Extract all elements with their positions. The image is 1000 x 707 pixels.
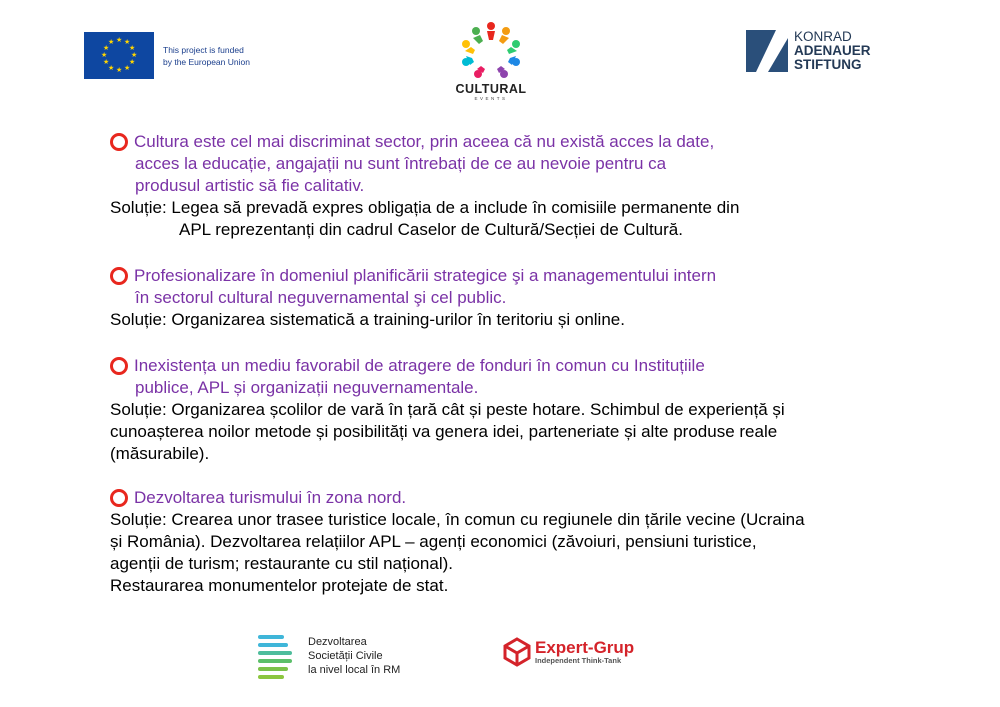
expert-grup-tagline: Independent Think-Tank: [535, 655, 622, 665]
civil-society-text-line1: Dezvoltarea: [308, 635, 367, 648]
expert-grup-logo: [502, 637, 634, 667]
expert-grup-cube-icon: [502, 637, 532, 667]
issue-heading-line: Dezvoltarea turismului în zona nord.: [134, 488, 407, 507]
solution-text: [110, 509, 910, 597]
civil-society-text-line2: Societății Civile: [308, 649, 383, 662]
kas-text-line3: STIFTUNG: [794, 57, 862, 72]
solution-line: (măsurabile).: [110, 444, 210, 463]
issue-item: [110, 131, 910, 241]
solution-text: [110, 309, 910, 331]
issue-heading-line: Inexistența un mediu favorabil de atragere de fonduri în comun cu Instituțiile: [134, 356, 705, 375]
cultural-events-subtitle: EVENTS: [474, 96, 508, 101]
solution-text: [110, 399, 910, 465]
solution-line: agenții de turism; restaurante cu stil național).: [110, 554, 454, 573]
issue-item: [110, 265, 910, 331]
red-circle-bullet-icon: [110, 133, 128, 151]
expert-grup-name: Expert-Grup: [535, 637, 635, 657]
kas-logo: [746, 30, 871, 72]
civil-society-text-line3: la nivel local în RM: [308, 663, 401, 676]
eu-funding-logo: [84, 32, 250, 79]
eu-flag-icon: ★ ★ ★ ★ ★ ★ ★ ★ ★ ★ ★ ★: [84, 32, 154, 79]
cultural-events-logo: [446, 20, 536, 101]
solution-line: Soluție: Legea să prevadă expres obligația de a include în comisiile permanente din: [110, 198, 740, 217]
solution-text: [110, 197, 910, 241]
people-circle-icon: [456, 20, 526, 84]
solution-line: cunoașterea noilor metode și posibilități va genera idei, parteneriate și alte produse reale: [110, 422, 778, 441]
solution-line: Soluție: Organizarea sistematică a training-urilor în teritoriu și online.: [110, 310, 625, 329]
kas-text-line1: KONRAD: [794, 29, 852, 44]
civil-society-logo: [258, 633, 400, 678]
issue-heading: [110, 265, 910, 309]
issue-heading: [110, 487, 910, 509]
issue-heading: [110, 131, 910, 197]
issue-heading-line: Profesionalizare în domeniul planificării strategice şi a managementului intern: [134, 266, 717, 285]
kas-emblem-icon: [746, 30, 788, 72]
eu-funding-text-line1: This project is funded: [163, 44, 244, 55]
issue-heading-line: publice, APL și organizații neguvernamentale.: [135, 378, 479, 397]
solution-line: APL reprezentanți din cadrul Caselor de Cultură/Secției de Cultură.: [179, 220, 683, 239]
issue-heading-line: Cultura este cel mai discriminat sector, prin aceea că nu există acces la date,: [134, 132, 715, 151]
issue-heading-line: acces la educație, angajații nu sunt întrebați de ce au nevoie pentru ca: [135, 154, 667, 173]
solution-line: Soluție: Crearea unor trasee turistice locale, în comun cu regiunele din țările vecine (Ucraina: [110, 510, 805, 529]
cultural-events-title: CULTURAL: [455, 82, 527, 96]
issue-heading-line: produsul artistic să fie calitativ.: [135, 176, 365, 195]
issue-heading: [110, 355, 910, 399]
solution-line: și România). Dezvoltarea relațiilor APL – agenți economici (zăvoiuri, pensiuni turistice,: [110, 532, 757, 551]
issue-item: [110, 355, 910, 465]
eu-funding-text-line2: by the European Union: [163, 56, 250, 67]
solution-line: Soluție: Organizarea școlilor de vară în țară cât și peste hotare. Schimbul de experiență și: [110, 400, 785, 419]
solution-line: Restaurarea monumentelor protejate de stat.: [110, 576, 449, 595]
issue-heading-line: în sectorul cultural neguvernamental şi cel public.: [135, 288, 507, 307]
red-circle-bullet-icon: [110, 267, 128, 285]
striped-bars-icon: [258, 633, 292, 678]
red-circle-bullet-icon: [110, 357, 128, 375]
issue-item: [110, 487, 910, 597]
red-circle-bullet-icon: [110, 489, 128, 507]
kas-text-line2: ADENAUER: [794, 43, 871, 58]
